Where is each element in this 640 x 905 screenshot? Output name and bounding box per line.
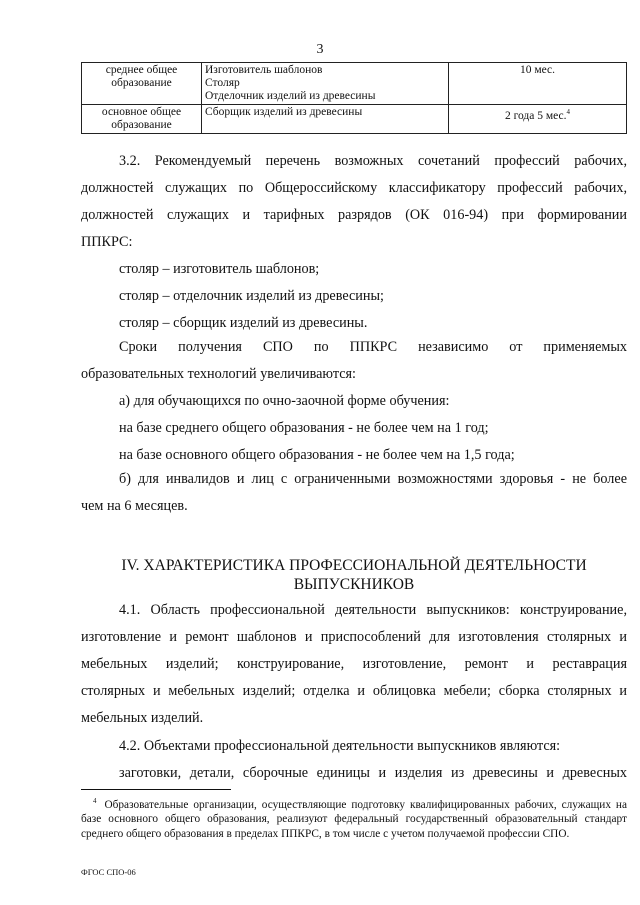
education-level-cell: среднее общее образование bbox=[82, 63, 202, 105]
footnote-rule bbox=[81, 789, 231, 790]
paragraph-line: ППКРС: bbox=[81, 234, 133, 250]
duration-cell: 10 мес. bbox=[449, 63, 627, 105]
footnote-mark: 4 bbox=[93, 797, 97, 805]
profession: Отделочник изделий из древесины bbox=[205, 90, 376, 102]
paragraph-line: Сроки получения СПО по ППКРС независимо от применяемых bbox=[119, 339, 627, 355]
paragraph-line: должностей служащих по Общероссийскому классификатору профессий рабочих, bbox=[81, 180, 627, 196]
combination-item: столяр – сборщик изделий из древесины. bbox=[119, 315, 368, 331]
paragraph-line: образовательных технологий увеличиваются: bbox=[81, 366, 356, 382]
footnote bbox=[81, 794, 627, 841]
paragraph-line: мебельных изделий. bbox=[81, 710, 204, 726]
qualification-table bbox=[81, 62, 627, 134]
paragraph-line: столярных и мебельных изделий; отделка и облицовка мебели; сборка столярных и bbox=[81, 683, 627, 699]
professions-cell bbox=[202, 63, 449, 105]
page-number: 3 bbox=[316, 42, 324, 57]
profession: Сборщик изделий из древесины bbox=[205, 106, 363, 118]
document-footer: ФГОС СПО-06 bbox=[81, 867, 136, 877]
education-level-cell: основное общее образование bbox=[82, 105, 202, 134]
section-heading: ВЫПУСКНИКОВ bbox=[293, 576, 415, 593]
list-item: на базе основного общего образования - не более чем на 1,5 года; bbox=[119, 447, 515, 463]
paragraph-line: заготовки, детали, сборочные единицы и изделия из древесины и древесных bbox=[119, 765, 627, 781]
section-heading: IV. ХАРАКТЕРИСТИКА ПРОФЕССИОНАЛЬНОЙ ДЕЯТЕЛЬНОСТИ bbox=[121, 557, 587, 574]
paragraph-line: должностей служащих и тарифных разрядов (ОК 016-94) при формировании bbox=[81, 207, 627, 223]
list-item: а) для обучающихся по очно-заочной форме обучения: bbox=[119, 393, 450, 409]
combination-item: столяр – изготовитель шаблонов; bbox=[119, 261, 320, 277]
combination-item: столяр – отделочник изделий из древесины; bbox=[119, 288, 384, 304]
paragraph-line: 3.2. Рекомендуемый перечень возможных сочетаний профессий рабочих, bbox=[119, 153, 627, 169]
table-row bbox=[82, 105, 627, 134]
paragraph-line: 4.1. Область профессиональной деятельности выпускников: конструирование, bbox=[119, 602, 627, 618]
duration-text: 2 года 5 мес. bbox=[504, 109, 567, 122]
profession: Столяр bbox=[205, 77, 240, 89]
paragraph-line: 4.2. Объектами профессиональной деятельности выпускников являются: bbox=[119, 738, 561, 754]
paragraph-line: изготовление и ремонт шаблонов и приспособлений для изготовления столярных и bbox=[81, 629, 627, 645]
paragraph-line: мебельных изделий; конструирование, изготовление, ремонт и реставрация bbox=[81, 656, 627, 672]
professions-cell bbox=[202, 105, 449, 134]
list-item: на базе среднего общего образования - не более чем на 1 год; bbox=[119, 420, 489, 436]
paragraph-line: чем на 6 месяцев. bbox=[81, 498, 188, 514]
footnote-ref: 4 bbox=[566, 108, 571, 116]
table-row bbox=[82, 63, 627, 105]
profession: Изготовитель шаблонов bbox=[205, 64, 323, 76]
footnote-text: Образовательные организации, осуществляющие подготовку квалифицированных рабочих, служащих на базе основного общего образования, реализуют федеральный государственный образовательный стандарт среднего общего образования в пределах ППКРС, в том числе с учетом получаемой профессии СПО. bbox=[81, 798, 627, 840]
duration-cell bbox=[449, 105, 627, 134]
paragraph-line: б) для инвалидов и лиц с ограниченными возможностями здоровья - не более bbox=[119, 471, 627, 487]
